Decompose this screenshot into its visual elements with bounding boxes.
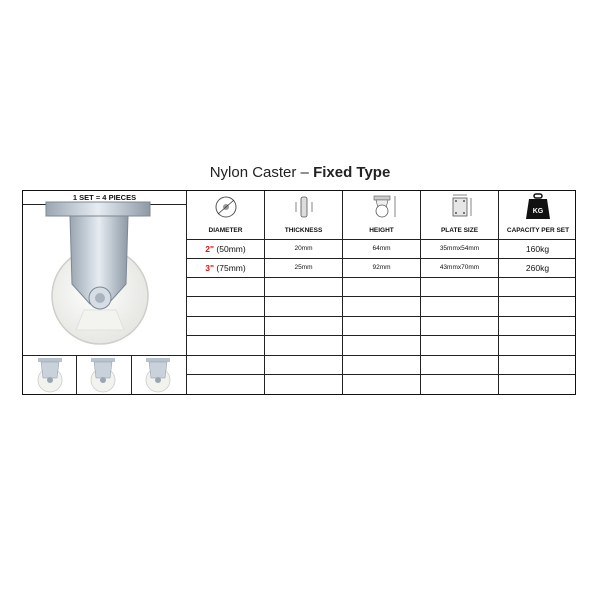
- title-prefix: Nylon Caster –: [209, 164, 314, 181]
- wheel-thickness-icon: [265, 193, 342, 221]
- header-plate-size: PLATE SIZE: [440, 226, 479, 234]
- table-row-2-height: 92mm: [372, 264, 391, 271]
- row-divider: [186, 335, 575, 336]
- row-divider: [186, 258, 575, 259]
- row-divider: [186, 374, 575, 375]
- set-label: 1 SET = 4 PIECES: [72, 193, 137, 202]
- table-row-1-capacity: 160kg: [525, 243, 550, 254]
- table-row-2-diameter: [187, 260, 264, 275]
- row-divider: [186, 296, 575, 297]
- table-row-1-plate: 35mmx54mm: [439, 245, 480, 252]
- row-divider: [186, 277, 575, 278]
- header-thickness: THICKNESS: [284, 226, 323, 234]
- caster-thumbnail[interactable]: [26, 356, 74, 394]
- table-row-1-thickness: 20mm: [294, 245, 313, 252]
- caster-product-image: [24, 200, 172, 348]
- thumb-divider: [131, 355, 132, 394]
- caster-thumbnail[interactable]: [79, 356, 127, 394]
- kg-icon-text: KG: [532, 208, 543, 215]
- table-row-2-capacity: 260kg: [525, 262, 550, 273]
- row-divider: [186, 316, 575, 317]
- table-row-2-plate: 43mmx70mm: [439, 264, 480, 271]
- col-divider: [498, 191, 499, 394]
- kg-weight-icon: [499, 193, 576, 221]
- header-diameter: DIAMETER: [208, 226, 243, 234]
- header-height: HEIGHT: [369, 226, 394, 234]
- title-bold: Fixed Type: [313, 164, 391, 181]
- size-inch: 3": [205, 262, 215, 273]
- table-title: [0, 164, 600, 181]
- row-divider: [186, 355, 575, 356]
- mounting-plate-icon: [421, 193, 498, 221]
- size-mm: (75mm): [216, 262, 246, 273]
- thumb-divider: [76, 355, 77, 394]
- table-row-2-thickness: 25mm: [294, 264, 313, 271]
- size-inch: 2": [205, 243, 215, 254]
- table-row-1-diameter: [187, 241, 264, 256]
- caster-thumbnail[interactable]: [134, 356, 182, 394]
- table-row-1-height: 64mm: [372, 245, 391, 252]
- header-capacity: CAPACITY PER SET: [506, 226, 570, 234]
- wheel-diameter-icon: [187, 193, 264, 221]
- size-mm: (50mm): [216, 243, 246, 254]
- row-divider: [186, 239, 575, 240]
- caster-height-icon: [343, 193, 420, 221]
